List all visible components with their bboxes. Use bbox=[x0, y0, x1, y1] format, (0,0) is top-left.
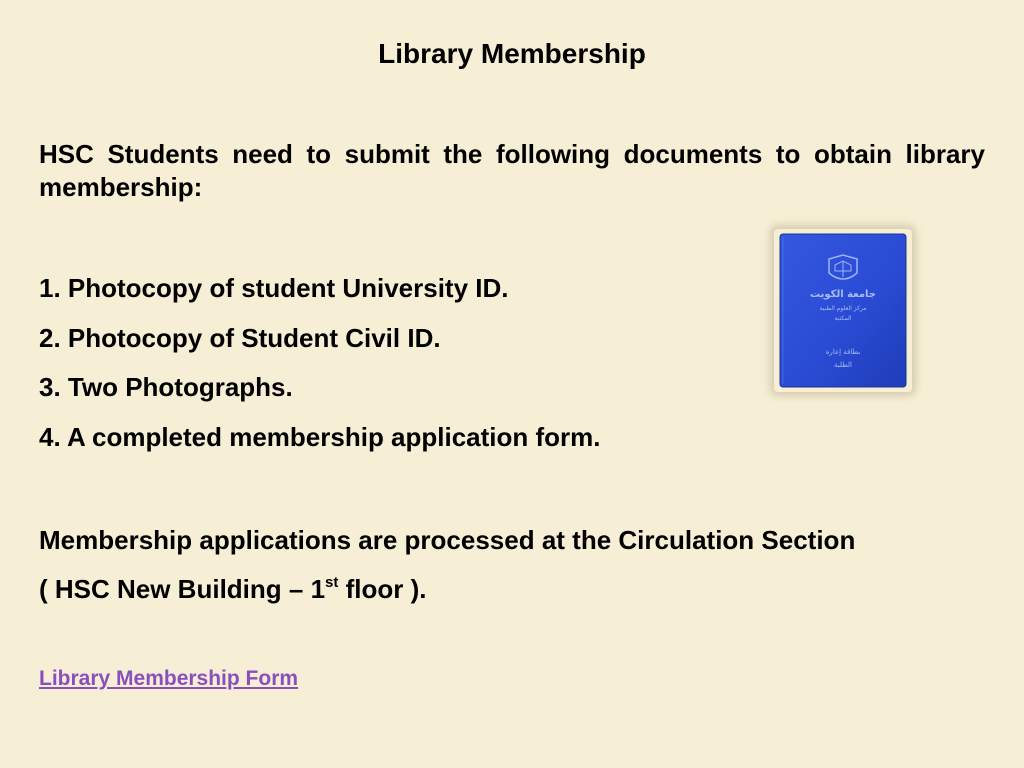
requirements-list bbox=[39, 268, 601, 466]
membership-card-image bbox=[774, 229, 912, 392]
card-text-borrowing: بطاقة إعارة bbox=[825, 348, 861, 356]
membership-form-link[interactable]: Library Membership Form bbox=[39, 667, 299, 690]
page-title: Library Membership bbox=[378, 38, 646, 69]
processing-line: Membership applications are processed at the Circulation Section bbox=[39, 525, 856, 555]
card-text-university: جامعة الكويت bbox=[810, 289, 876, 300]
requirement-item: 2. Photocopy of Student Civil ID. bbox=[39, 322, 441, 353]
location-prefix: ( HSC New Building – 1 bbox=[39, 574, 326, 604]
card-text-students: الطلبة bbox=[833, 361, 853, 369]
location-suffix: floor ). bbox=[338, 574, 427, 604]
membership-card-graphic bbox=[774, 229, 912, 392]
location-line bbox=[39, 565, 999, 614]
ordinal-suffix: st bbox=[325, 574, 339, 591]
requirement-item: 3. Two Photographs. bbox=[39, 372, 293, 402]
intro-paragraph: HSC Students need to submit the following documents to obtain library membership: bbox=[39, 139, 985, 202]
requirement-item: 1. Photocopy of student University ID. bbox=[39, 273, 509, 303]
requirement-item: 4. A completed membership application form. bbox=[39, 421, 601, 452]
card-text-library: المكتبة bbox=[834, 315, 852, 322]
card-text-center: مركز العلوم الطبية bbox=[819, 305, 867, 312]
processing-note bbox=[39, 516, 999, 614]
